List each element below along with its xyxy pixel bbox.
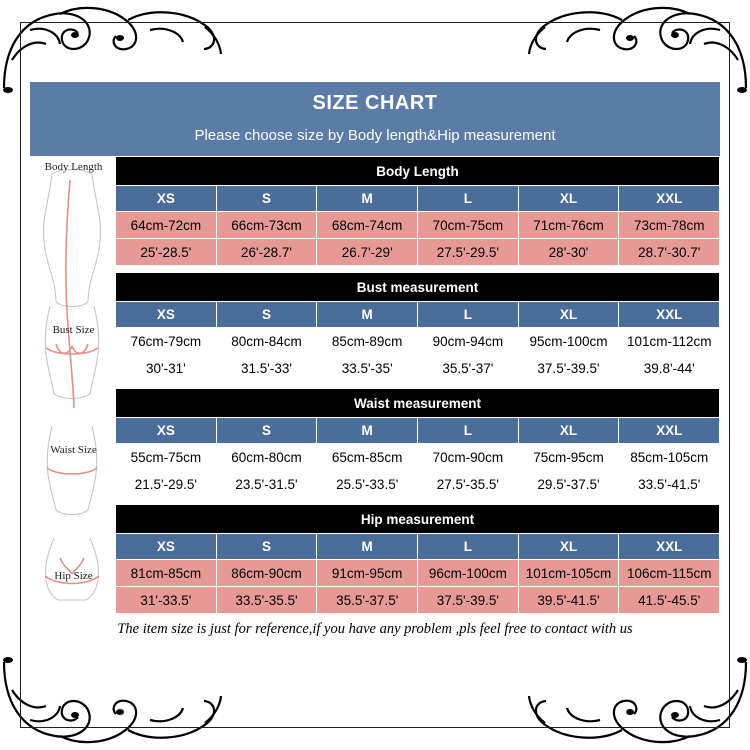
cell-hip-cm-xl: 101cm-105cm: [518, 560, 619, 587]
table-row: [116, 534, 720, 560]
table-spacer: [116, 266, 720, 272]
cell-bust-cm-m: 85cm-89cm: [317, 328, 418, 355]
table-row: [116, 239, 720, 266]
cell-hip-in-xxl: 41.5'-45.5': [619, 587, 720, 614]
cell-waist-in-xxl: 33.5'-41.5': [619, 471, 720, 498]
table-bust-measurement: [115, 272, 720, 388]
size-header-s: S: [216, 302, 317, 328]
size-header-xl: XL: [518, 418, 619, 444]
cell-body-length-in-xl: 28'-30': [518, 239, 619, 266]
table-spacer: [116, 382, 720, 388]
section-title-body-length: Body Length: [116, 157, 720, 186]
figure-label-bust-size: Bust Size: [52, 324, 95, 336]
size-header-m: M: [317, 418, 418, 444]
cell-bust-in-xxl: 39.8'-44': [619, 355, 720, 382]
table-row: [116, 212, 720, 239]
figure-label-hip-size: Hip Size: [54, 570, 93, 582]
cell-bust-in-m: 33.5'-35': [317, 355, 418, 382]
section-title-waist: Waist measurement: [116, 389, 720, 418]
table-row: [116, 273, 720, 302]
cell-waist-cm-l: 70cm-90cm: [418, 444, 519, 471]
size-chart-container: [30, 82, 720, 648]
table-row: [116, 444, 720, 471]
cell-body-length-cm-xl: 71cm-76cm: [518, 212, 619, 239]
cell-body-length-in-xs: 25'-28.5': [116, 239, 217, 266]
table-waist-measurement: [115, 388, 720, 504]
cell-hip-in-m: 35.5'-37.5': [317, 587, 418, 614]
table-row: [116, 587, 720, 614]
cell-waist-in-xs: 21.5'-29.5': [116, 471, 217, 498]
figure-label-body-length: Body Length: [44, 161, 103, 173]
size-header-s: S: [216, 418, 317, 444]
size-header-xxl: XXL: [619, 418, 720, 444]
size-header-xxl: XXL: [619, 534, 720, 560]
chart-body: [30, 156, 720, 614]
cell-bust-in-xl: 37.5'-39.5': [518, 355, 619, 382]
table-row: [116, 505, 720, 534]
size-header-xs: XS: [116, 418, 217, 444]
female-body-diagram-icon: [30, 156, 115, 606]
cell-bust-cm-s: 80cm-84cm: [216, 328, 317, 355]
table-row: [116, 355, 720, 382]
cell-bust-cm-xl: 95cm-100cm: [518, 328, 619, 355]
cell-bust-in-xs: 30'-31': [116, 355, 217, 382]
cell-bust-in-l: 35.5'-37': [418, 355, 519, 382]
cell-hip-cm-m: 91cm-95cm: [317, 560, 418, 587]
size-header-l: L: [418, 534, 519, 560]
cell-waist-cm-m: 65cm-85cm: [317, 444, 418, 471]
body-figure-column: [30, 156, 115, 614]
cell-bust-cm-xs: 76cm-79cm: [116, 328, 217, 355]
cell-waist-cm-s: 60cm-80cm: [216, 444, 317, 471]
cell-bust-cm-xxl: 101cm-112cm: [619, 328, 720, 355]
table-spacer: [116, 498, 720, 504]
cell-hip-cm-s: 86cm-90cm: [216, 560, 317, 587]
cell-hip-in-xl: 39.5'-41.5': [518, 587, 619, 614]
cell-hip-cm-xs: 81cm-85cm: [116, 560, 217, 587]
section-title-hip: Hip measurement: [116, 505, 720, 534]
table-row: [116, 157, 720, 186]
table-row: [116, 328, 720, 355]
cell-hip-cm-l: 96cm-100cm: [418, 560, 519, 587]
cell-waist-cm-xs: 55cm-75cm: [116, 444, 217, 471]
cell-hip-in-l: 37.5'-39.5': [418, 587, 519, 614]
size-header-s: S: [216, 534, 317, 560]
cell-body-length-cm-xs: 64cm-72cm: [116, 212, 217, 239]
spacer-cell: [116, 498, 720, 504]
table-row: [116, 186, 720, 212]
footer-disclaimer: The item size is just for reference,if you have any problem ,pls feel free to contact with us: [30, 614, 720, 646]
cell-hip-in-s: 33.5'-35.5': [216, 587, 317, 614]
cell-body-length-cm-xxl: 73cm-78cm: [619, 212, 720, 239]
table-row: [116, 418, 720, 444]
cell-hip-cm-xxl: 106cm-115cm: [619, 560, 720, 587]
size-header-l: L: [418, 186, 519, 212]
chart-subtitle: Please choose size by Body length&Hip measurement: [194, 127, 556, 144]
size-header-m: M: [317, 302, 418, 328]
size-header-xl: XL: [518, 534, 619, 560]
cell-body-length-in-s: 26'-28.7': [216, 239, 317, 266]
table-row: [116, 560, 720, 587]
size-header-xs: XS: [116, 534, 217, 560]
cell-body-length-cm-m: 68cm-74cm: [317, 212, 418, 239]
size-header-xl: XL: [518, 302, 619, 328]
cell-waist-in-xl: 29.5'-37.5': [518, 471, 619, 498]
chart-header: [30, 82, 720, 156]
cell-waist-in-s: 23.5'-31.5': [216, 471, 317, 498]
size-header-s: S: [216, 186, 317, 212]
size-header-xl: XL: [518, 186, 619, 212]
size-header-m: M: [317, 186, 418, 212]
cell-waist-in-l: 27.5'-35.5': [418, 471, 519, 498]
spacer-cell: [116, 266, 720, 272]
size-header-l: L: [418, 302, 519, 328]
table-row: [116, 471, 720, 498]
cell-waist-cm-xxl: 85cm-105cm: [619, 444, 720, 471]
cell-body-length-cm-l: 70cm-75cm: [418, 212, 519, 239]
size-header-xxl: XXL: [619, 186, 720, 212]
cell-body-length-in-m: 26.7'-29': [317, 239, 418, 266]
cell-hip-in-xs: 31'-33.5': [116, 587, 217, 614]
page-title: SIZE CHART: [312, 92, 438, 114]
section-title-bust: Bust measurement: [116, 273, 720, 302]
size-header-l: L: [418, 418, 519, 444]
cell-body-length-cm-s: 66cm-73cm: [216, 212, 317, 239]
size-header-xxl: XXL: [619, 302, 720, 328]
cell-bust-cm-l: 90cm-94cm: [418, 328, 519, 355]
figure-label-waist-size: Waist Size: [50, 444, 97, 456]
cell-body-length-in-l: 27.5'-29.5': [418, 239, 519, 266]
cell-waist-in-m: 25.5'-33.5': [317, 471, 418, 498]
spacer-cell: [116, 382, 720, 388]
cell-bust-in-s: 31.5'-33': [216, 355, 317, 382]
table-body-length: [115, 156, 720, 272]
table-hip-measurement: [115, 504, 720, 614]
table-row: [116, 302, 720, 328]
size-header-xs: XS: [116, 186, 217, 212]
size-header-xs: XS: [116, 302, 217, 328]
cell-body-length-in-xxl: 28.7'-30.7': [619, 239, 720, 266]
size-header-m: M: [317, 534, 418, 560]
table-row: [116, 389, 720, 418]
cell-waist-cm-xl: 75cm-95cm: [518, 444, 619, 471]
measurement-tables: [115, 156, 720, 614]
